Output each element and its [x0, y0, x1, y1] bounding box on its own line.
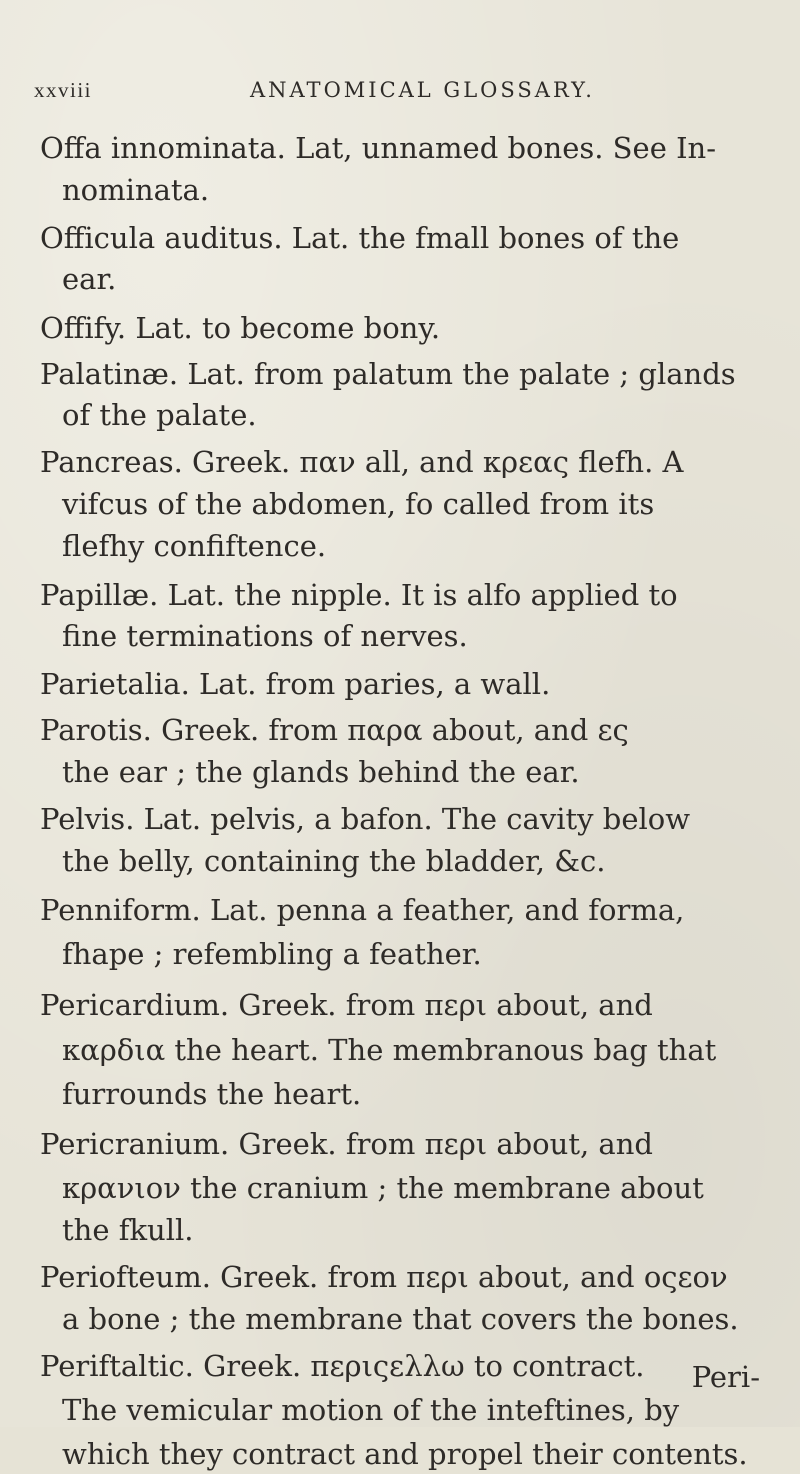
- entry-line: Parotis. Greek. from παρα about, and ες: [40, 713, 629, 747]
- entry-line: fhape ; refembling a feather.: [62, 937, 482, 971]
- entry-line: Palatinæ. Lat. from palatum the palate ; glands: [40, 357, 736, 391]
- entry-line: Papillæ. Lat. the nipple. It is alfo applied to: [40, 578, 678, 612]
- entry-line: Pericardium. Greek. from περι about, and: [40, 988, 653, 1022]
- entry-line: vifcus of the abdomen, fo called from its: [62, 487, 655, 521]
- running-head: [30, 78, 770, 112]
- entry-line: a bone ; the membrane that covers the bones.: [62, 1302, 739, 1336]
- entry-line: which they contract and propel their contents.: [62, 1437, 748, 1471]
- entry-line: Penniform. Lat. penna a feather, and forma,: [40, 893, 685, 927]
- entry-line: the fkull.: [62, 1213, 194, 1247]
- entry-line: the belly, containing the bladder, &c.: [62, 844, 606, 878]
- page-number: xxviii: [34, 78, 93, 102]
- entry-line: nominata.: [62, 173, 210, 207]
- entry-line: Pancreas. Greek. παν all, and κρεας flefh. A: [40, 445, 684, 479]
- entry-line: flefhy confiftence.: [62, 529, 327, 563]
- entry-line: The vemicular motion of the inteftines, by: [62, 1393, 680, 1427]
- entry-line: Parietalia. Lat. from paries, a wall.: [40, 667, 551, 701]
- entry-line: Offify. Lat. to become bony.: [40, 311, 441, 345]
- entry-line: Pelvis. Lat. pelvis, a bafon. The cavity below: [40, 802, 691, 836]
- page-title: ANATOMICAL GLOSSARY.: [250, 78, 595, 102]
- entry-line: καρδια the heart. The membranous bag that: [62, 1033, 717, 1067]
- entry-line: Periofteum. Greek. from περι about, and οςεον: [40, 1260, 728, 1294]
- entry-line: Pericranium. Greek. from περι about, and: [40, 1127, 653, 1161]
- entry-line: Periftaltic. Greek. περιςελλω to contract.: [40, 1349, 645, 1383]
- entry-line: Offa innominata. Lat, unnamed bones. See In-: [40, 131, 717, 165]
- entry-line: fine terminations of nerves.: [62, 619, 468, 653]
- entry-line: ear.: [62, 262, 117, 296]
- entry-line: Officula auditus. Lat. the fmall bones of the: [40, 221, 680, 255]
- catchword: Peri-: [691, 1360, 760, 1394]
- entry-line: of the palate.: [62, 398, 257, 432]
- entry-line: the ear ; the glands behind the ear.: [62, 755, 580, 789]
- entry-line: κρανιον the cranium ; the membrane about: [62, 1171, 704, 1205]
- entry-line: furrounds the heart.: [62, 1077, 362, 1111]
